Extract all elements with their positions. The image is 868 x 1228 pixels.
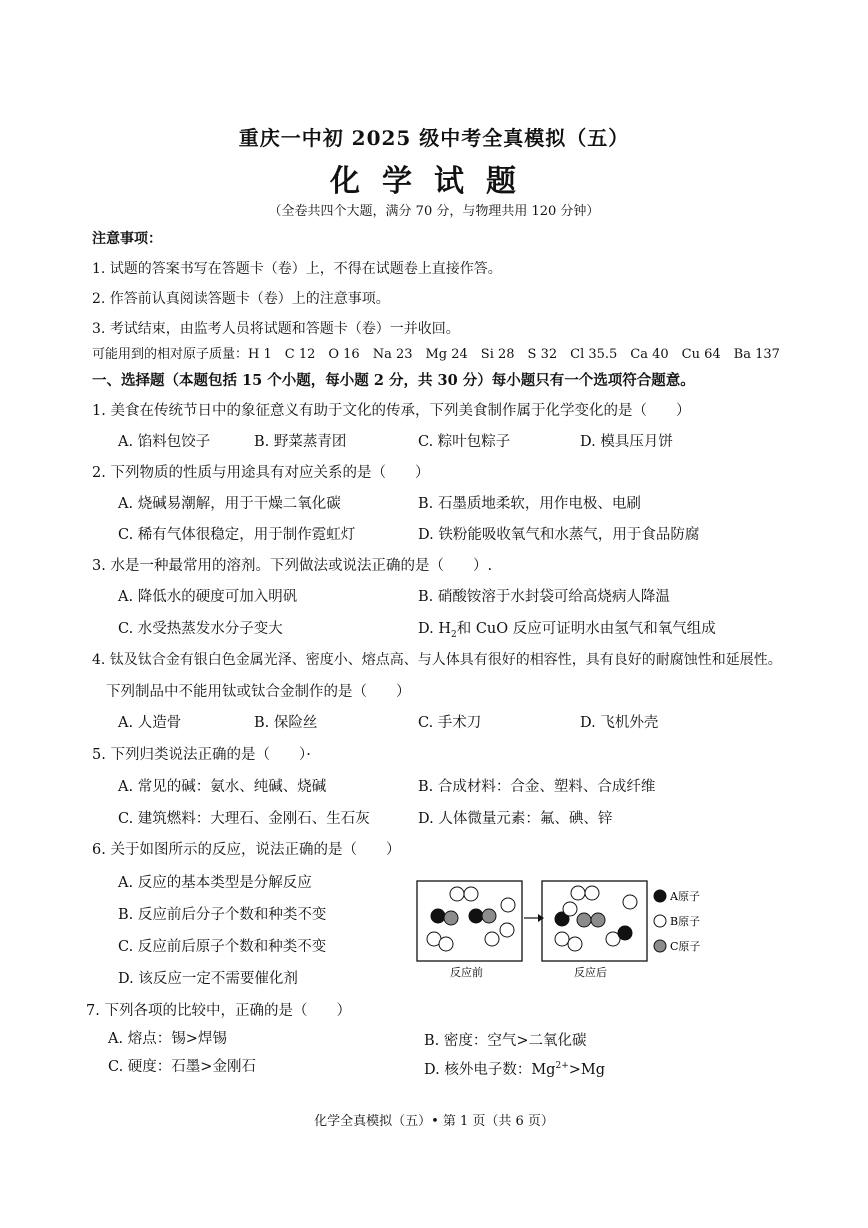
question-stem-cont: 下列制品中不能用钛或钛合金制作的是（ ） bbox=[106, 684, 411, 700]
option-d-text: 和 CuO 反应可证明水由氢气和氧气组成 bbox=[456, 621, 716, 637]
option-c: C. 建筑燃料：大理石、金刚石、生石灰 bbox=[118, 811, 370, 827]
question-stem: 5. 下列归类说法正确的是（ ）· bbox=[92, 747, 311, 763]
option-a: A. 降低水的硬度可加入明矾 bbox=[118, 589, 298, 605]
option-b: B. 反应前后分子个数和种类不变 bbox=[118, 907, 327, 923]
before-molecules bbox=[427, 887, 515, 951]
option-a: A. 馅料包饺子 bbox=[118, 434, 211, 450]
option-a: A. 常见的碱：氨水、纯碱、烧碱 bbox=[118, 779, 327, 795]
option-a: A. 人造骨 bbox=[118, 715, 182, 731]
subject-title: 化学试题 bbox=[330, 164, 538, 199]
option-b: B. 合成材料：合金、塑料、合成纤维 bbox=[418, 779, 656, 795]
question-stem: 6. 关于如图所示的反应，说法正确的是（ ） bbox=[92, 842, 401, 858]
c-atom bbox=[577, 913, 591, 927]
b-atom bbox=[571, 886, 585, 900]
option-d: D. 该反应一定不需要催化剂 bbox=[118, 971, 298, 987]
subscript: 2 bbox=[450, 629, 457, 640]
option-c: C. 反应前后原子个数和种类不变 bbox=[118, 939, 327, 955]
option-c: C. 手术刀 bbox=[418, 715, 482, 731]
option-d: D. 人体微量元素：氟、碘、锌 bbox=[418, 811, 613, 827]
b-atom bbox=[585, 886, 599, 900]
option-b: B. 野菜蒸青团 bbox=[254, 434, 347, 450]
before-label: 反应前 bbox=[450, 966, 483, 979]
option-d bbox=[418, 617, 716, 640]
b-atom bbox=[439, 937, 453, 951]
option-c: C. 硬度：石墨>金刚石 bbox=[108, 1059, 256, 1075]
b-atom bbox=[568, 937, 582, 951]
option-d-text: >Mg bbox=[568, 1062, 606, 1078]
b-atom bbox=[623, 895, 637, 909]
option-a: A. 反应的基本类型是分解反应 bbox=[118, 875, 312, 891]
atomic-masses: 可能用到的相对原子质量：H 1 C 12 O 16 Na 23 Mg 24 Si 28 S 32 Cl 35.5 Ca 40 Cu 64 Ba 137 bbox=[92, 347, 780, 362]
page-footer: 化学全真模拟（五）• 第 1 页（共 6 页） bbox=[314, 1114, 554, 1129]
option-c: C. 稀有气体很稳定，用于制作霓虹灯 bbox=[118, 527, 356, 543]
section-heading: 一、选择题（本题包括 15 个小题，每小题 2 分，共 30 分）每小题只有一个选项符合题意。 bbox=[92, 372, 695, 389]
note-item: 1. 试题的答案书写在答题卡（卷）上，不得在试题卷上直接作答。 bbox=[92, 261, 502, 277]
c-atom bbox=[591, 913, 605, 927]
option-d-prefix: D. H bbox=[418, 621, 451, 637]
c-atom bbox=[444, 911, 458, 925]
b-atom bbox=[563, 902, 577, 916]
exam-subtitle: （全卷共四个大题，满分 70 分，与物理共用 120 分钟） bbox=[268, 204, 600, 219]
a-atom bbox=[618, 926, 632, 940]
superscript: 2+ bbox=[555, 1061, 569, 1072]
arrow-head bbox=[538, 914, 544, 922]
legend-b-label: B原子 bbox=[670, 915, 701, 928]
option-a: A. 熔点：锡>焊锡 bbox=[108, 1031, 227, 1047]
option-b: B. 保险丝 bbox=[254, 715, 318, 731]
legend-a-label: A原子 bbox=[670, 890, 700, 903]
question-stem: 4. 钛及钛合金有银白色金属光泽、密度小、熔点高、与人体具有很好的相容性，具有良好的耐腐蚀性和延展性。 bbox=[92, 652, 782, 668]
option-d: D. 飞机外壳 bbox=[580, 715, 659, 731]
b-atom bbox=[501, 898, 515, 912]
option-d-prefix: D. 核外电子数：Mg bbox=[424, 1062, 556, 1078]
b-atom bbox=[464, 887, 478, 901]
question-stem: 7. 下列各项的比较中，正确的是（ ） bbox=[86, 1003, 351, 1019]
c-atom bbox=[482, 909, 496, 923]
option-b: B. 密度：空气>二氧化碳 bbox=[424, 1033, 587, 1049]
b-atom bbox=[450, 887, 464, 901]
b-atom bbox=[500, 923, 514, 937]
b-atom bbox=[555, 932, 569, 946]
note-item: 2. 作答前认真阅读答题卡（卷）上的注意事项。 bbox=[92, 291, 390, 307]
b-atom bbox=[485, 932, 499, 946]
after-label: 反应后 bbox=[574, 966, 607, 979]
option-c: C. 水受热蒸发水分子变大 bbox=[118, 621, 283, 637]
option-a: A. 烧碱易潮解，用于干燥二氧化碳 bbox=[118, 496, 341, 512]
option-c: C. 粽叶包粽子 bbox=[418, 434, 511, 450]
option-b: B. 石墨质地柔软，用作电极、电刷 bbox=[418, 496, 641, 512]
legend-b-swatch bbox=[654, 915, 666, 927]
reaction-diagram bbox=[412, 876, 732, 986]
note-item: 3. 考试结束，由监考人员将试题和答题卡（卷）一并收回。 bbox=[92, 321, 460, 337]
legend-a-swatch bbox=[654, 890, 666, 902]
after-molecules bbox=[555, 886, 637, 951]
legend-c-label: C原子 bbox=[670, 940, 701, 953]
option-d bbox=[424, 1058, 605, 1079]
question-stem: 2. 下列物质的性质与用途具有对应关系的是（ ） bbox=[92, 465, 430, 481]
a-atom bbox=[431, 909, 445, 923]
reaction-svg bbox=[412, 876, 732, 986]
question-stem: 1. 美食在传统节日中的象征意义有助于文化的传承，下列美食制作属于化学变化的是（ ） bbox=[92, 403, 691, 419]
exam-title: 重庆一中初 2025 级中考全真模拟（五） bbox=[238, 126, 630, 150]
option-b: B. 硝酸铵溶于水封袋可给高烧病人降温 bbox=[418, 589, 670, 605]
option-d: D. 铁粉能吸收氧气和水蒸气，用于食品防腐 bbox=[418, 527, 700, 543]
legend-c-swatch bbox=[654, 940, 666, 952]
option-d: D. 模具压月饼 bbox=[580, 434, 673, 450]
question-stem: 3. 水是一种最常用的溶剂。下列做法或说法正确的是（ ）. bbox=[92, 558, 493, 574]
notes-heading: 注意事项： bbox=[92, 231, 162, 247]
a-atom bbox=[469, 909, 483, 923]
